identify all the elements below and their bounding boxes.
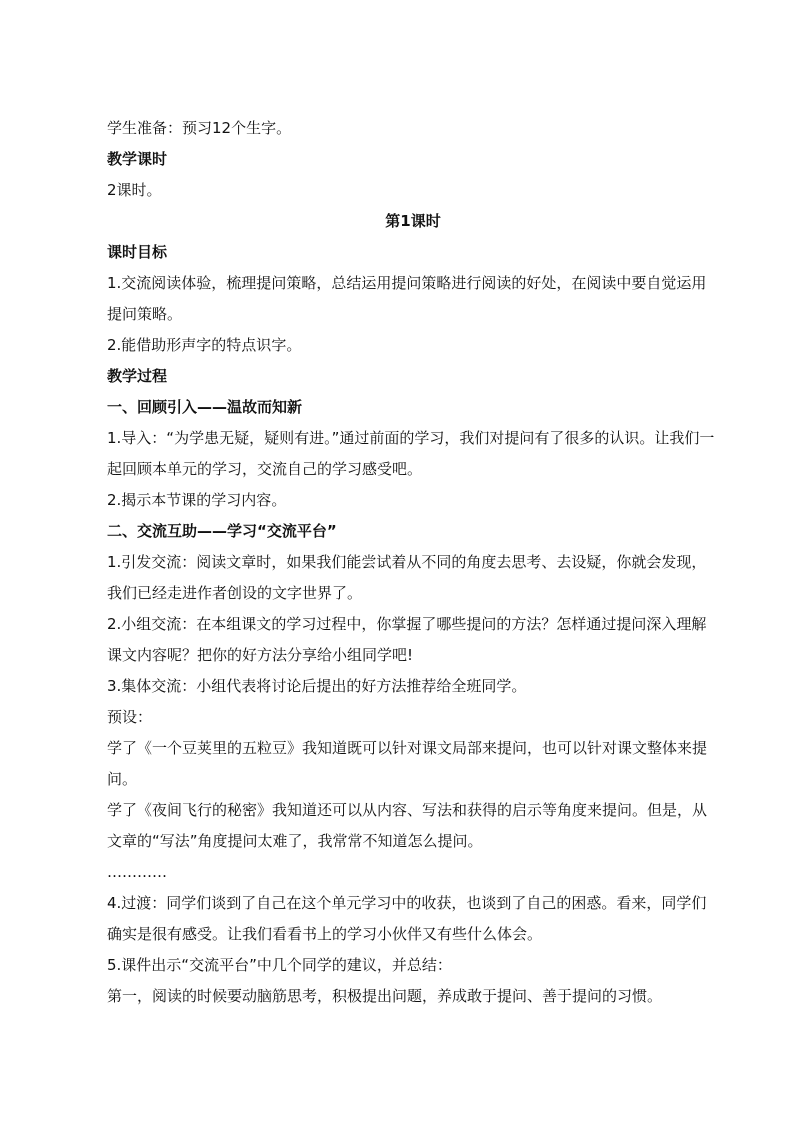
heading-teaching-process: 教学过程 <box>107 367 168 385</box>
paragraph-review-2: 2.揭示本节课的学习内容。 <box>107 491 287 509</box>
paragraph-exchange-3: 3.集体交流：小组代表将讨论后提出的好方法推荐给全班同学。 <box>107 677 527 695</box>
paragraph-review-1: 1.导入：“为学患无疑，疑则有进。”通过前面的学习，我们对提问有了很多的认识。让我们一起回顾本单元的学习，交流自己的学习感受吧。 <box>107 429 715 478</box>
paragraph-exchange-5: 5.课件出示“交流平台”中几个同学的建议，并总结： <box>107 956 452 974</box>
paragraph-student-prep: 学生准备：预习12个生字。 <box>107 119 292 137</box>
heading-section-exchange: 二、交流互助——学习“交流平台” <box>107 522 337 540</box>
heading-lesson-goals: 课时目标 <box>107 243 168 261</box>
paragraph-hours-count: 2课时。 <box>107 181 162 199</box>
heading-teaching-hours: 教学课时 <box>107 150 168 168</box>
paragraph-exchange-2: 2.小组交流：在本组课文的学习过程中，你掌握了哪些提问的方法？怎样通过提问深入理解课文内容呢？把你的好方法分享给小组同学吧! <box>107 615 707 664</box>
paragraph-goal-2: 2.能借助形声字的特点识字。 <box>107 336 302 354</box>
paragraph-goal-1: 1.交流阅读体验，梳理提问策略，总结运用提问策略进行阅读的好处，在阅读中要自觉运用提问策略。 <box>107 274 707 323</box>
paragraph-exchange-4: 4.过渡：同学们谈到了自己在这个单元学习中的收获，也谈到了自己的困惑。看来，同学们确实是很有感受。让我们看看书上的学习小伙伴又有些什么体会。 <box>107 894 707 943</box>
paragraph-summary-first: 第一，阅读的时候要动脑筋思考，积极提出问题，养成敢于提问、善于提问的习惯。 <box>107 987 663 1005</box>
paragraph-preset-2: 学了《夜间飞行的秘密》我知道还可以从内容、写法和获得的启示等角度来提问。但是，从文章的“写法”角度提问太难了，我常常不知道怎么提问。 <box>107 801 708 850</box>
paragraph-exchange-1: 1.引发交流：阅读文章时，如果我们能尝试着从不同的角度去思考、去设疑，你就会发现，我们已经走进作者创设的文字世界了。 <box>107 553 707 602</box>
heading-section-review: 一、回顾引入——温故而知新 <box>107 398 303 416</box>
heading-lesson-one: 第1课时 <box>385 212 441 230</box>
paragraph-preset-label: 预设： <box>107 708 153 726</box>
paragraph-ellipsis: ………… <box>107 863 167 881</box>
paragraph-preset-1: 学了《一个豆荚里的五粒豆》我知道既可以针对课文局部来提问，也可以针对课文整体来提问。 <box>107 739 708 788</box>
document-body <box>107 113 719 1012</box>
